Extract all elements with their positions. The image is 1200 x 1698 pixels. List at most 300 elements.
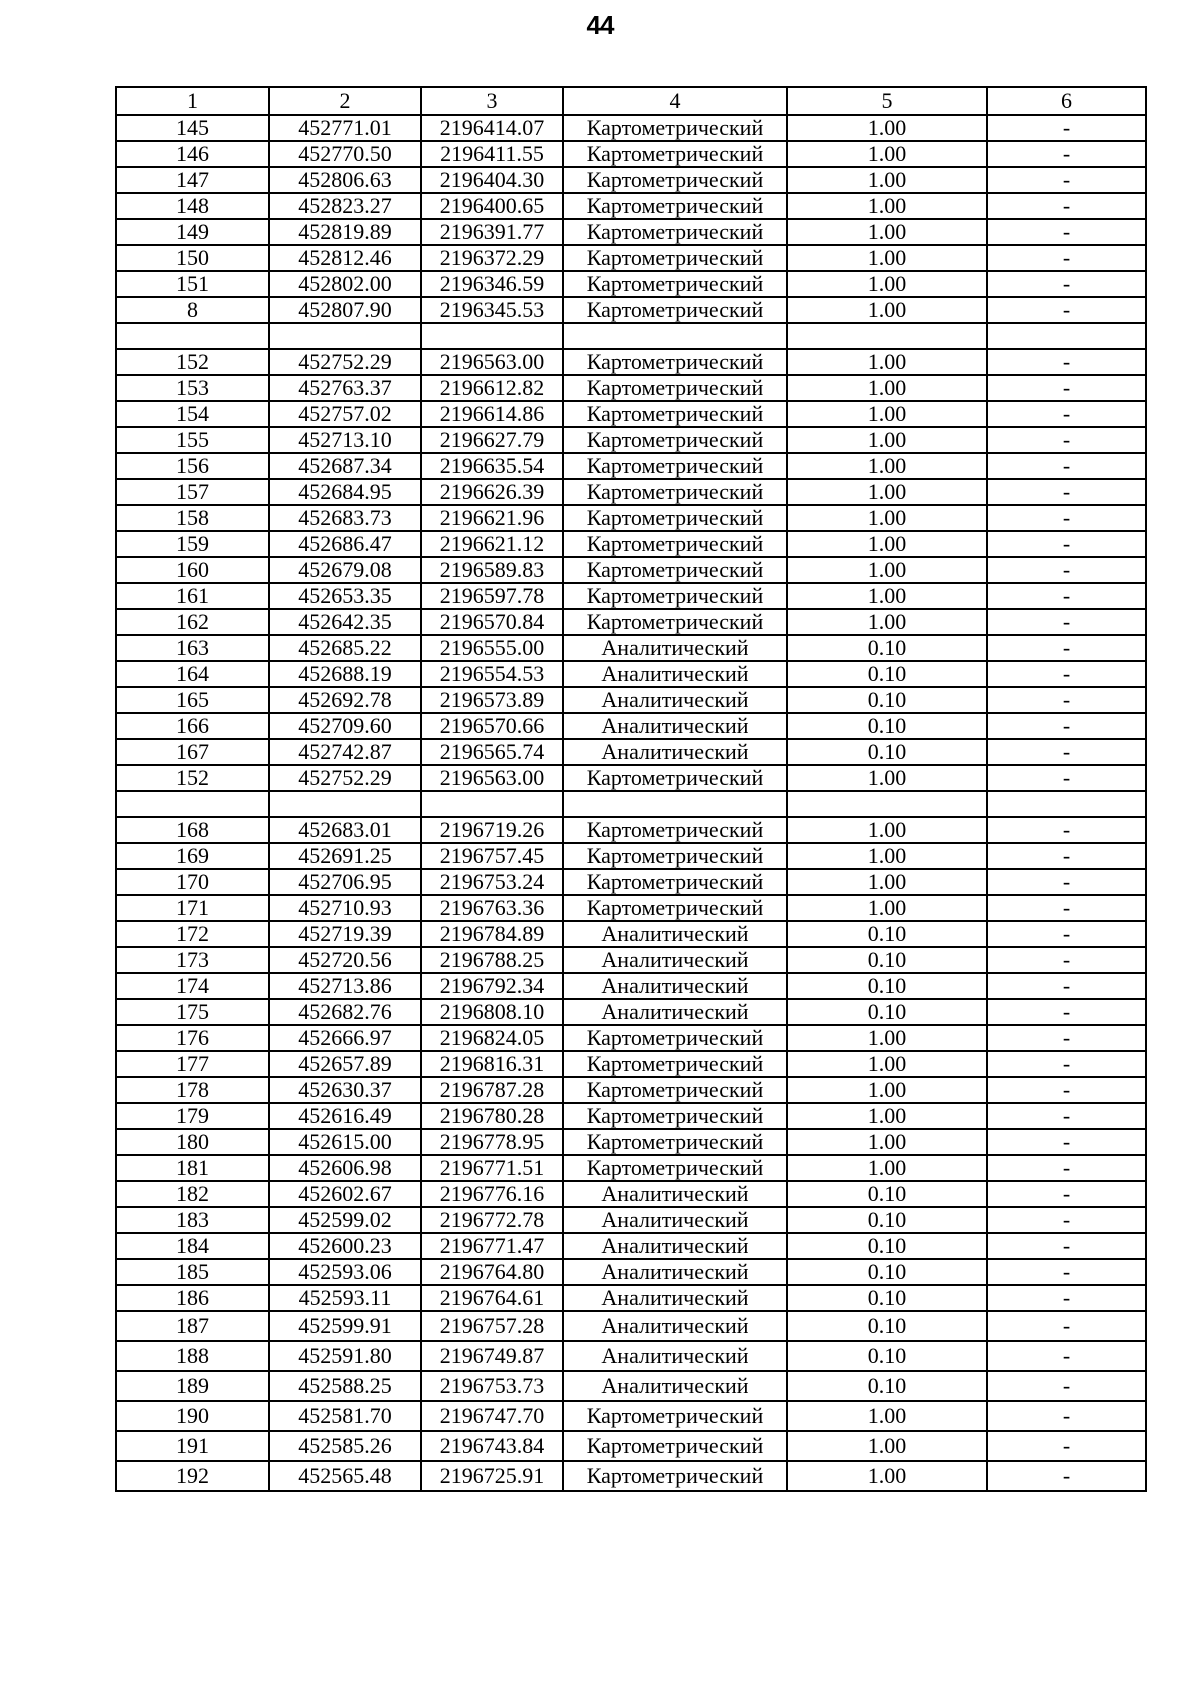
point-number-cell: 184 [116, 1233, 269, 1259]
y-coordinate-cell [421, 791, 563, 817]
description-cell: - [987, 557, 1146, 583]
point-number-cell [116, 791, 269, 817]
method-cell: Картометрический [563, 349, 787, 375]
method-cell: Картометрический [563, 401, 787, 427]
point-number-cell: 180 [116, 1129, 269, 1155]
description-cell: - [987, 1259, 1146, 1285]
x-coordinate-cell: 452763.37 [269, 375, 421, 401]
table-row [116, 1341, 1146, 1371]
table-row [116, 375, 1146, 401]
description-cell: - [987, 349, 1146, 375]
y-coordinate-cell: 2196776.16 [421, 1181, 563, 1207]
description-cell: - [987, 973, 1146, 999]
point-number-cell: 182 [116, 1181, 269, 1207]
method-cell: Аналитический [563, 921, 787, 947]
description-cell: - [987, 661, 1146, 687]
x-coordinate-cell: 452686.47 [269, 531, 421, 557]
x-coordinate-cell: 452713.10 [269, 427, 421, 453]
y-coordinate-cell: 2196414.07 [421, 115, 563, 141]
table-row [116, 141, 1146, 167]
x-coordinate-cell: 452630.37 [269, 1077, 421, 1103]
accuracy-cell: 1.00 [787, 1155, 987, 1181]
x-coordinate-cell: 452771.01 [269, 115, 421, 141]
description-cell: - [987, 1401, 1146, 1431]
method-cell: Аналитический [563, 999, 787, 1025]
description-cell: - [987, 1233, 1146, 1259]
y-coordinate-cell: 2196635.54 [421, 453, 563, 479]
accuracy-cell: 1.00 [787, 1129, 987, 1155]
accuracy-cell: 1.00 [787, 583, 987, 609]
description-cell: - [987, 843, 1146, 869]
y-coordinate-cell: 2196563.00 [421, 765, 563, 791]
y-coordinate-cell: 2196404.30 [421, 167, 563, 193]
x-coordinate-cell: 452666.97 [269, 1025, 421, 1051]
table-row [116, 817, 1146, 843]
table-row [116, 427, 1146, 453]
description-cell: - [987, 869, 1146, 895]
accuracy-cell: 1.00 [787, 895, 987, 921]
x-coordinate-cell: 452706.95 [269, 869, 421, 895]
page-number: 44 [586, 10, 614, 40]
x-coordinate-cell: 452812.46 [269, 245, 421, 271]
x-coordinate-cell: 452679.08 [269, 557, 421, 583]
x-coordinate-cell: 452593.11 [269, 1285, 421, 1311]
x-coordinate-cell: 452606.98 [269, 1155, 421, 1181]
header-cell-2: 2 [269, 87, 421, 115]
point-number-cell: 157 [116, 479, 269, 505]
description-cell: - [987, 453, 1146, 479]
description-cell: - [987, 739, 1146, 765]
y-coordinate-cell: 2196555.00 [421, 635, 563, 661]
y-coordinate-cell: 2196757.45 [421, 843, 563, 869]
x-coordinate-cell: 452581.70 [269, 1401, 421, 1431]
table-row [116, 1371, 1146, 1401]
table-row [116, 947, 1146, 973]
point-number-cell: 147 [116, 167, 269, 193]
x-coordinate-cell: 452757.02 [269, 401, 421, 427]
point-number-cell: 175 [116, 999, 269, 1025]
point-number-cell: 173 [116, 947, 269, 973]
table-row [116, 1311, 1146, 1341]
accuracy-cell: 0.10 [787, 1341, 987, 1371]
y-coordinate-cell: 2196612.82 [421, 375, 563, 401]
accuracy-cell: 1.00 [787, 245, 987, 271]
description-cell: - [987, 1285, 1146, 1311]
y-coordinate-cell: 2196763.36 [421, 895, 563, 921]
x-coordinate-cell: 452713.86 [269, 973, 421, 999]
header-cell-5: 5 [787, 87, 987, 115]
point-number-cell: 172 [116, 921, 269, 947]
point-number-cell: 160 [116, 557, 269, 583]
method-cell: Картометрический [563, 583, 787, 609]
x-coordinate-cell: 452688.19 [269, 661, 421, 687]
point-number-cell: 178 [116, 1077, 269, 1103]
y-coordinate-cell: 2196778.95 [421, 1129, 563, 1155]
table-row [116, 115, 1146, 141]
point-number-cell: 145 [116, 115, 269, 141]
table-row [116, 271, 1146, 297]
method-cell: Картометрический [563, 479, 787, 505]
accuracy-cell: 1.00 [787, 557, 987, 583]
accuracy-cell: 0.10 [787, 713, 987, 739]
y-coordinate-cell: 2196725.91 [421, 1461, 563, 1491]
accuracy-cell: 1.00 [787, 479, 987, 505]
x-coordinate-cell: 452684.95 [269, 479, 421, 505]
x-coordinate-cell: 452709.60 [269, 713, 421, 739]
method-cell: Картометрический [563, 1155, 787, 1181]
method-cell: Аналитический [563, 687, 787, 713]
accuracy-cell: 1.00 [787, 1077, 987, 1103]
accuracy-cell: 1.00 [787, 427, 987, 453]
accuracy-cell [787, 791, 987, 817]
point-number-cell: 163 [116, 635, 269, 661]
method-cell: Аналитический [563, 973, 787, 999]
x-coordinate-cell: 452642.35 [269, 609, 421, 635]
accuracy-cell: 1.00 [787, 219, 987, 245]
method-cell: Картометрический [563, 1129, 787, 1155]
accuracy-cell: 1.00 [787, 1103, 987, 1129]
y-coordinate-cell [421, 323, 563, 349]
method-cell: Картометрический [563, 1401, 787, 1431]
description-cell: - [987, 271, 1146, 297]
description-cell [987, 791, 1146, 817]
method-cell: Картометрический [563, 1051, 787, 1077]
x-coordinate-cell: 452806.63 [269, 167, 421, 193]
method-cell: Картометрический [563, 115, 787, 141]
method-cell: Аналитический [563, 1341, 787, 1371]
x-coordinate-cell: 452591.80 [269, 1341, 421, 1371]
y-coordinate-cell: 2196787.28 [421, 1077, 563, 1103]
x-coordinate-cell: 452720.56 [269, 947, 421, 973]
point-number-cell: 176 [116, 1025, 269, 1051]
point-number-cell: 148 [116, 193, 269, 219]
table-row [116, 1181, 1146, 1207]
accuracy-cell: 0.10 [787, 1181, 987, 1207]
description-cell: - [987, 427, 1146, 453]
description-cell: - [987, 609, 1146, 635]
accuracy-cell: 1.00 [787, 1431, 987, 1461]
point-number-cell: 158 [116, 505, 269, 531]
y-coordinate-cell: 2196345.53 [421, 297, 563, 323]
point-number-cell: 152 [116, 765, 269, 791]
point-number-cell: 188 [116, 1341, 269, 1371]
description-cell: - [987, 245, 1146, 271]
x-coordinate-cell: 452692.78 [269, 687, 421, 713]
y-coordinate-cell: 2196764.61 [421, 1285, 563, 1311]
accuracy-cell: 1.00 [787, 193, 987, 219]
table-row [116, 609, 1146, 635]
table-row [116, 453, 1146, 479]
method-cell: Картометрический [563, 167, 787, 193]
table-row [116, 323, 1146, 349]
method-cell: Картометрический [563, 557, 787, 583]
table-row [116, 1285, 1146, 1311]
y-coordinate-cell: 2196780.28 [421, 1103, 563, 1129]
y-coordinate-cell: 2196627.79 [421, 427, 563, 453]
method-cell: Аналитический [563, 1181, 787, 1207]
table-row [116, 661, 1146, 687]
x-coordinate-cell: 452599.02 [269, 1207, 421, 1233]
method-cell: Картометрический [563, 765, 787, 791]
accuracy-cell: 1.00 [787, 1025, 987, 1051]
point-number-cell: 179 [116, 1103, 269, 1129]
point-number-cell: 191 [116, 1431, 269, 1461]
x-coordinate-cell: 452615.00 [269, 1129, 421, 1155]
point-number-cell: 166 [116, 713, 269, 739]
coordinates-table-body [116, 87, 1146, 1491]
accuracy-cell: 1.00 [787, 609, 987, 635]
table-row [116, 687, 1146, 713]
description-cell: - [987, 921, 1146, 947]
description-cell: - [987, 1207, 1146, 1233]
method-cell: Картометрический [563, 141, 787, 167]
table-row [116, 1077, 1146, 1103]
method-cell: Аналитический [563, 739, 787, 765]
method-cell: Аналитический [563, 1371, 787, 1401]
x-coordinate-cell: 452752.29 [269, 349, 421, 375]
method-cell: Картометрический [563, 297, 787, 323]
point-number-cell: 167 [116, 739, 269, 765]
point-number-cell: 155 [116, 427, 269, 453]
description-cell: - [987, 1371, 1146, 1401]
method-cell: Картометрический [563, 531, 787, 557]
x-coordinate-cell: 452742.87 [269, 739, 421, 765]
point-number-cell: 154 [116, 401, 269, 427]
point-number-cell: 164 [116, 661, 269, 687]
x-coordinate-cell: 452687.34 [269, 453, 421, 479]
method-cell [563, 323, 787, 349]
table-row [116, 739, 1146, 765]
table-row [116, 1207, 1146, 1233]
table-row [116, 999, 1146, 1025]
point-number-cell: 171 [116, 895, 269, 921]
x-coordinate-cell [269, 323, 421, 349]
method-cell: Картометрический [563, 271, 787, 297]
description-cell: - [987, 947, 1146, 973]
description-cell: - [987, 1051, 1146, 1077]
table-row [116, 1401, 1146, 1431]
table-row [116, 843, 1146, 869]
method-cell: Картометрический [563, 375, 787, 401]
y-coordinate-cell: 2196570.66 [421, 713, 563, 739]
accuracy-cell: 1.00 [787, 453, 987, 479]
accuracy-cell: 0.10 [787, 1207, 987, 1233]
y-coordinate-cell: 2196372.29 [421, 245, 563, 271]
y-coordinate-cell: 2196411.55 [421, 141, 563, 167]
description-cell: - [987, 1155, 1146, 1181]
table-row [116, 1259, 1146, 1285]
x-coordinate-cell: 452600.23 [269, 1233, 421, 1259]
method-cell: Картометрический [563, 895, 787, 921]
description-cell: - [987, 297, 1146, 323]
point-number-cell: 162 [116, 609, 269, 635]
x-coordinate-cell: 452565.48 [269, 1461, 421, 1491]
table-row [116, 167, 1146, 193]
y-coordinate-cell: 2196554.53 [421, 661, 563, 687]
accuracy-cell: 1.00 [787, 115, 987, 141]
x-coordinate-cell: 452710.93 [269, 895, 421, 921]
y-coordinate-cell: 2196757.28 [421, 1311, 563, 1341]
description-cell: - [987, 167, 1146, 193]
point-number-cell: 161 [116, 583, 269, 609]
y-coordinate-cell: 2196621.12 [421, 531, 563, 557]
y-coordinate-cell: 2196747.70 [421, 1401, 563, 1431]
method-cell: Картометрический [563, 219, 787, 245]
table-row [116, 349, 1146, 375]
x-coordinate-cell: 452588.25 [269, 1371, 421, 1401]
point-number-cell: 150 [116, 245, 269, 271]
y-coordinate-cell: 2196784.89 [421, 921, 563, 947]
y-coordinate-cell: 2196764.80 [421, 1259, 563, 1285]
table-row [116, 869, 1146, 895]
x-coordinate-cell: 452599.91 [269, 1311, 421, 1341]
point-number-cell: 151 [116, 271, 269, 297]
table-row [116, 479, 1146, 505]
table-row [116, 557, 1146, 583]
point-number-cell: 149 [116, 219, 269, 245]
description-cell: - [987, 401, 1146, 427]
table-row [116, 635, 1146, 661]
method-cell: Картометрический [563, 1431, 787, 1461]
method-cell: Аналитический [563, 661, 787, 687]
table-row [116, 583, 1146, 609]
accuracy-cell: 0.10 [787, 661, 987, 687]
description-cell: - [987, 583, 1146, 609]
table-row [116, 505, 1146, 531]
method-cell: Картометрический [563, 843, 787, 869]
header-cell-6: 6 [987, 87, 1146, 115]
point-number-cell: 165 [116, 687, 269, 713]
description-cell: - [987, 1025, 1146, 1051]
description-cell: - [987, 1129, 1146, 1155]
accuracy-cell: 0.10 [787, 1233, 987, 1259]
y-coordinate-cell: 2196719.26 [421, 817, 563, 843]
table-row [116, 1155, 1146, 1181]
table-row [116, 921, 1146, 947]
x-coordinate-cell: 452593.06 [269, 1259, 421, 1285]
accuracy-cell [787, 323, 987, 349]
y-coordinate-cell: 2196597.78 [421, 583, 563, 609]
point-number-cell: 186 [116, 1285, 269, 1311]
description-cell: - [987, 531, 1146, 557]
y-coordinate-cell: 2196792.34 [421, 973, 563, 999]
y-coordinate-cell: 2196589.83 [421, 557, 563, 583]
accuracy-cell: 0.10 [787, 1311, 987, 1341]
y-coordinate-cell: 2196772.78 [421, 1207, 563, 1233]
y-coordinate-cell: 2196614.86 [421, 401, 563, 427]
point-number-cell: 177 [116, 1051, 269, 1077]
description-cell: - [987, 1461, 1146, 1491]
point-number-cell: 153 [116, 375, 269, 401]
point-number-cell: 183 [116, 1207, 269, 1233]
y-coordinate-cell: 2196570.84 [421, 609, 563, 635]
table-row [116, 1461, 1146, 1491]
method-cell: Аналитический [563, 713, 787, 739]
y-coordinate-cell: 2196573.89 [421, 687, 563, 713]
y-coordinate-cell: 2196753.24 [421, 869, 563, 895]
y-coordinate-cell: 2196749.87 [421, 1341, 563, 1371]
header-cell-4: 4 [563, 87, 787, 115]
method-cell: Аналитический [563, 1233, 787, 1259]
table-row [116, 1025, 1146, 1051]
method-cell [563, 791, 787, 817]
x-coordinate-cell [269, 791, 421, 817]
accuracy-cell: 0.10 [787, 687, 987, 713]
description-cell: - [987, 219, 1146, 245]
description-cell: - [987, 1103, 1146, 1129]
point-number-cell: 189 [116, 1371, 269, 1401]
method-cell: Аналитический [563, 1285, 787, 1311]
method-cell: Картометрический [563, 817, 787, 843]
y-coordinate-cell: 2196621.96 [421, 505, 563, 531]
table-row [116, 401, 1146, 427]
method-cell: Картометрический [563, 1461, 787, 1491]
point-number-cell: 146 [116, 141, 269, 167]
accuracy-cell: 0.10 [787, 1371, 987, 1401]
y-coordinate-cell: 2196824.05 [421, 1025, 563, 1051]
method-cell: Картометрический [563, 1077, 787, 1103]
table-row [116, 1431, 1146, 1461]
method-cell: Картометрический [563, 505, 787, 531]
accuracy-cell: 1.00 [787, 869, 987, 895]
table-row [116, 219, 1146, 245]
y-coordinate-cell: 2196808.10 [421, 999, 563, 1025]
y-coordinate-cell: 2196771.51 [421, 1155, 563, 1181]
method-cell: Картометрический [563, 1103, 787, 1129]
accuracy-cell: 1.00 [787, 349, 987, 375]
accuracy-cell: 1.00 [787, 401, 987, 427]
accuracy-cell: 0.10 [787, 1285, 987, 1311]
description-cell: - [987, 505, 1146, 531]
table-row [116, 895, 1146, 921]
x-coordinate-cell: 452823.27 [269, 193, 421, 219]
x-coordinate-cell: 452683.73 [269, 505, 421, 531]
point-number-cell: 152 [116, 349, 269, 375]
point-number-cell: 185 [116, 1259, 269, 1285]
accuracy-cell: 0.10 [787, 947, 987, 973]
table-row [116, 973, 1146, 999]
description-cell: - [987, 635, 1146, 661]
accuracy-cell: 0.10 [787, 999, 987, 1025]
accuracy-cell: 1.00 [787, 765, 987, 791]
description-cell: - [987, 1431, 1146, 1461]
coordinates-table [115, 86, 1147, 1492]
y-coordinate-cell: 2196563.00 [421, 349, 563, 375]
method-cell: Аналитический [563, 947, 787, 973]
method-cell: Картометрический [563, 193, 787, 219]
y-coordinate-cell: 2196771.47 [421, 1233, 563, 1259]
method-cell: Картометрический [563, 609, 787, 635]
x-coordinate-cell: 452616.49 [269, 1103, 421, 1129]
y-coordinate-cell: 2196816.31 [421, 1051, 563, 1077]
point-number-cell: 168 [116, 817, 269, 843]
accuracy-cell: 0.10 [787, 921, 987, 947]
x-coordinate-cell: 452819.89 [269, 219, 421, 245]
point-number-cell: 187 [116, 1311, 269, 1341]
description-cell: - [987, 895, 1146, 921]
point-number-cell: 156 [116, 453, 269, 479]
y-coordinate-cell: 2196391.77 [421, 219, 563, 245]
accuracy-cell: 1.00 [787, 141, 987, 167]
accuracy-cell: 1.00 [787, 375, 987, 401]
x-coordinate-cell: 452802.00 [269, 271, 421, 297]
accuracy-cell: 1.00 [787, 271, 987, 297]
accuracy-cell: 1.00 [787, 297, 987, 323]
table-row [116, 713, 1146, 739]
y-coordinate-cell: 2196400.65 [421, 193, 563, 219]
description-cell [987, 323, 1146, 349]
description-cell: - [987, 1341, 1146, 1371]
